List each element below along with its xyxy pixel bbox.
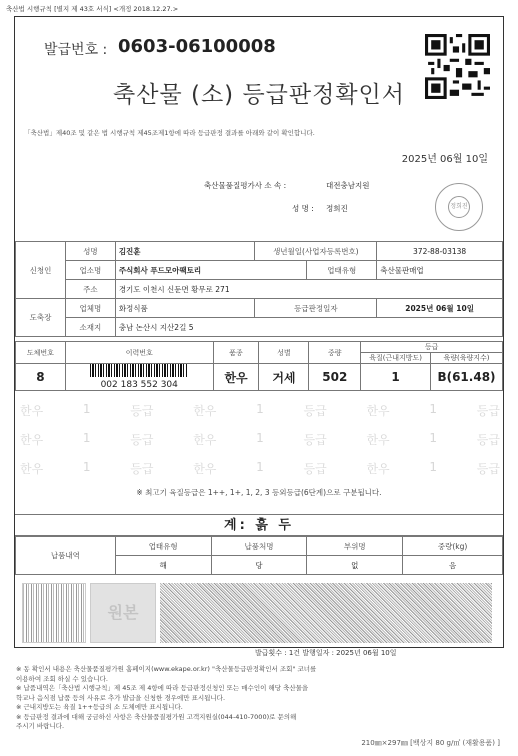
note-line: ※ 납품내역은「축산법 시행규칙」제 45조 제 4항에 따라 등급판정신청인 또는 매수인이 해당 축산물을 <box>16 684 309 692</box>
trace-no: 002 183 552 304 <box>100 380 178 390</box>
note-line: 학교나 음식점 납품 등의 사유로 추가 발급을 신청한 경우에만 표시됩니다. <box>16 693 226 702</box>
issue-meta: 발급횟수 : 1건 발행일자 : 2025년 06월 10일 <box>255 649 397 657</box>
document-title: 축산물 (소) 등급판정확인서 <box>113 82 405 108</box>
yield-grade: B(61.48) <box>430 364 502 391</box>
applicant-section-label: 신청인 <box>16 242 66 299</box>
delivery-value: 해 <box>115 556 211 575</box>
delivery-table <box>15 536 503 575</box>
delivery-header-weight: 중량(kg) <box>403 537 503 556</box>
legal-basis-text: 「축산법」제40조 및 같은 법 시행규칙 제45조제1항에 따라 등급판정 결과를 아래와 같이 확인합니다. <box>24 129 315 137</box>
issue-number: 0603-06100008 <box>118 36 276 57</box>
breed: 한우 <box>213 364 259 391</box>
yield-header: 육량(육량지수) <box>430 353 502 364</box>
total-row: 계: 흙 두 <box>15 514 503 536</box>
note-line: 주시기 바랍니다. <box>16 722 65 730</box>
note-line: ※ 근내지방도는 육질 1++등급의 소 도체에만 표시됩니다. <box>16 703 183 711</box>
watermark-row: 한우 1 등급 한우 1 등급 한우 1 등급 <box>20 431 500 447</box>
applicant-biz-type-label: 업태유형 <box>307 261 377 280</box>
trace-barcode-icon <box>90 364 188 377</box>
grade-note: ※ 최고기 육질등급은 1++, 1+, 1, 2, 3 등외등급(6단계)으로 구분됩니다. <box>136 488 382 497</box>
meat-quality-header: 육질(근내지방도) <box>361 353 431 364</box>
slaughter-location: 충남 논산시 지산2길 5 <box>115 318 502 337</box>
delivery-header-part: 부위명 <box>307 537 403 556</box>
applicant-table <box>15 241 503 337</box>
note-line: ※ 등급판정 결과에 대해 궁금하신 사항은 축산물품질평가원 고객지원실(044-410-7000)로 문의해 <box>16 712 297 721</box>
watermark-row: 한우 1 등급 한우 1 등급 한우 1 등급 <box>20 460 500 476</box>
delivery-header-biz-type: 업태유형 <box>115 537 211 556</box>
delivery-header-destination: 납품처명 <box>211 537 307 556</box>
form-title: 축산법 시행규칙 [별지 제 43호 서식] <개정 2018.12.27.> <box>6 5 179 13</box>
applicant-name: 김진훈 <box>115 242 255 261</box>
seal-center: 정희진 <box>448 196 470 218</box>
carcass-no-header: 도체번호 <box>16 342 66 364</box>
note-line: ※ 동 확인서 내용은 축산물품질평가원 홈페이지(www.ekape.or.kr) "축산물등급판정확인서 조회" 코너를 <box>16 665 317 673</box>
grader-affiliation-label: 축산물품질평가사 소 속 : <box>204 181 287 190</box>
applicant-birth-label: 생년월일(사업자등록번호) <box>255 242 377 261</box>
applicant-birth: 372-88-03138 <box>377 242 503 261</box>
meat-quality-grade: 1 <box>361 364 431 391</box>
slaughter-company: 화정식품 <box>115 299 255 318</box>
table-row <box>16 364 503 391</box>
grader-name: 정희진 <box>326 204 348 213</box>
carcass-no: 8 <box>16 364 66 391</box>
notes <box>16 665 506 732</box>
issue-number-label: 발급번호 : <box>44 42 108 58</box>
slaughter-section-label: 도축장 <box>16 299 66 337</box>
security-pattern-icon <box>160 583 492 643</box>
grader-name-label: 성 명 : <box>292 204 314 213</box>
sex: 거세 <box>259 364 309 391</box>
delivery-value: 없 <box>307 556 403 575</box>
grade-header: 등급 <box>361 342 503 353</box>
grading-date: 2025년 06월 10일 <box>377 299 503 318</box>
applicant-biz-type: 축산물판매업 <box>377 261 503 280</box>
issue-date: 2025년 06월 10일 <box>401 154 488 165</box>
trace-no-header: 이력번호 <box>65 342 213 364</box>
applicant-company: 주식회사 푸드모아팩토리 <box>115 261 307 280</box>
delivery-value: 음 <box>403 556 503 575</box>
slaughter-location-label: 소재지 <box>65 318 115 337</box>
weight-header: 중량 <box>309 342 361 364</box>
weight: 502 <box>309 364 361 391</box>
applicant-name-label: 성명 <box>65 242 115 261</box>
grading-date-label: 등급판정일자 <box>255 299 377 318</box>
slaughter-company-label: 업체명 <box>65 299 115 318</box>
grader-affiliation: 대전충남지원 <box>326 181 370 190</box>
original-stamp: 원본 <box>90 583 156 643</box>
delivery-value: 당 <box>211 556 307 575</box>
breed-header: 품종 <box>213 342 259 364</box>
note-line: 이용하여 조회 하실 수 있습니다. <box>16 674 108 683</box>
security-barcode-icon <box>22 583 86 643</box>
applicant-address: 경기도 이천시 신둔면 황무로 271 <box>115 280 502 299</box>
sex-header: 성별 <box>259 342 309 364</box>
applicant-company-label: 업소명 <box>65 261 115 280</box>
delivery-section-label: 납품내역 <box>16 537 116 575</box>
watermark-rows <box>20 402 500 489</box>
paper-spec: 210㎜×297㎜ [백상지 80 g/㎡ (재활용품) ] <box>361 739 500 747</box>
applicant-address-label: 주소 <box>65 280 115 299</box>
grading-table <box>15 341 503 391</box>
watermark-row: 한우 1 등급 한우 1 등급 한우 1 등급 <box>20 402 500 418</box>
